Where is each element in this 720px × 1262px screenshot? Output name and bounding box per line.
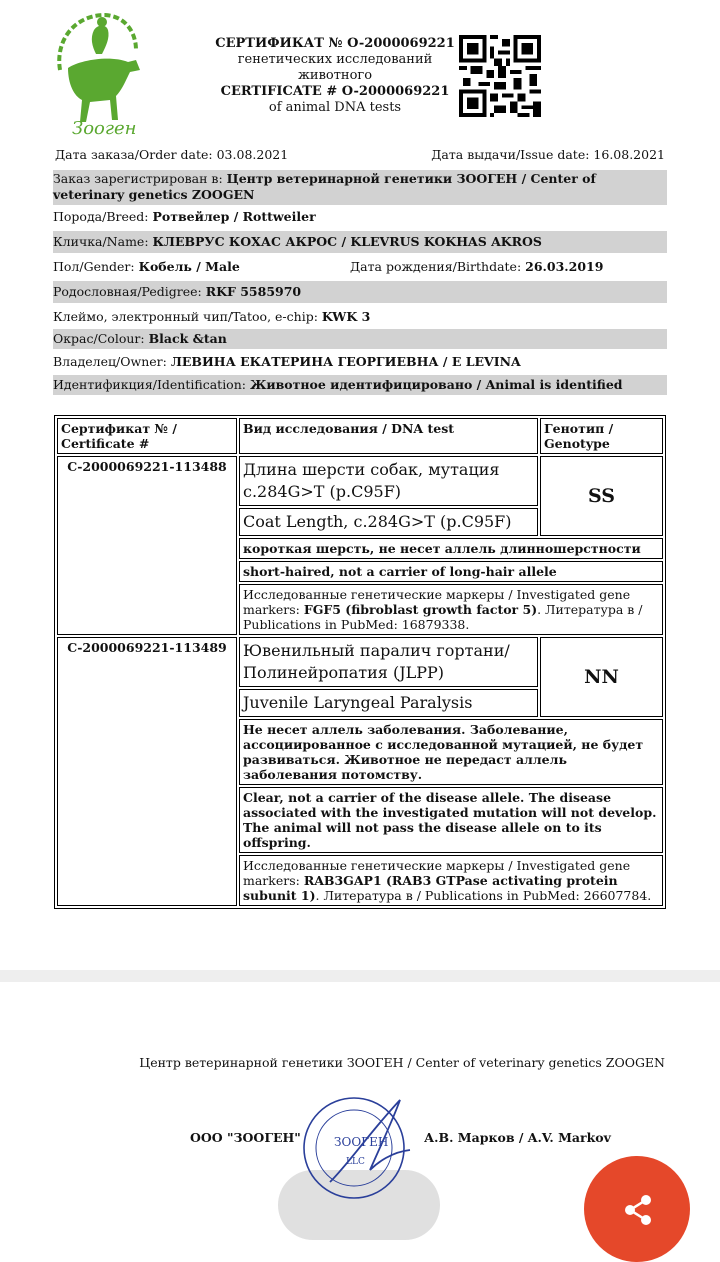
test-result-en: short-haired, not a carrier of long-hair allele	[239, 561, 663, 582]
chip-row: Клеймо, электронный чип/Tatoo, e-chip: KWK 3	[53, 309, 371, 324]
test-name-ru: Длина шерсти собак, мутация с.284G>T (p.C95F)	[239, 456, 538, 506]
test-name-ru: Ювенильный паралич гортани/Полинейропатия (JLPP)	[239, 637, 538, 687]
svg-text:LLC: LLC	[346, 1157, 365, 1167]
footer-signer: А.В. Марков / A.V. Markov	[424, 1130, 611, 1145]
test-markers: Исследованные генетические маркеры / Investigated gene markers: FGF5 (fibroblast growth factor 5). Литература в / Publications in PubMed: 16879338.	[239, 584, 663, 635]
test-name-en: Juvenile Laryngeal Paralysis	[239, 689, 538, 717]
name-row: Кличка/Name: КЛЕВРУС КОХАС АКРОС / KLEVRUS KOKHAS AKROS	[53, 231, 667, 253]
test-certificate-id: C-2000069221-113489	[57, 637, 237, 906]
footer-center-name: Центр ветеринарной генетики ЗООГЕН / Center of veterinary genetics ZOOGEN	[139, 1055, 665, 1070]
birthdate: Дата рождения/Birthdate: 26.03.2019	[350, 259, 604, 274]
title-ru: СЕРТИФИКАТ № O-2000069221	[215, 36, 455, 51]
identification-row: Идентификция/Identification: Животное идентифицировано / Animal is identified	[53, 375, 667, 395]
test-genotype: NN	[540, 637, 663, 717]
header-dna-test: Вид исследования / DNA test	[239, 418, 538, 454]
title-ru-sub1: генетических исследований	[237, 52, 433, 67]
test-genotype: SS	[540, 456, 663, 536]
registered-row: Заказ зарегистрирован в: Центр ветеринарной генетики ЗООГЕН / Center of veterinary genetics ZOOGEN	[53, 170, 667, 205]
title-en-sub: of animal DNA tests	[268, 100, 402, 115]
breed-row: Порода/Breed: Ротвейлер / Rottweiler	[53, 209, 316, 224]
page-separator	[0, 970, 720, 982]
zoogen-logo	[50, 10, 142, 140]
share-button[interactable]	[584, 1156, 690, 1262]
certificate-title	[205, 36, 465, 116]
title-ru-sub2: животного	[297, 68, 373, 83]
colour-row: Окрас/Colour: Black &tan	[53, 329, 667, 349]
company-stamp	[300, 1092, 418, 1204]
test-result-ru: Не несет аллель заболевания. Заболевание, ассоциированное с исследованной мутацией, не будет развиваться. Животное не передаст аллель заболевания потомству.	[239, 719, 663, 785]
table-row	[57, 456, 663, 506]
header-certificate: Сертификат № / Certificate #	[57, 418, 237, 454]
dna-tests-table	[54, 415, 666, 909]
header-genotype: Генотип / Genotype	[540, 418, 663, 454]
table-row	[57, 637, 663, 687]
test-name-en: Coat Length, c.284G>T (p.C95F)	[239, 508, 538, 536]
gender-row: Пол/Gender: Кобель / Male Дата рождения/Birthdate: 26.03.2019	[53, 259, 604, 274]
owner-row: Владелец/Owner: ЛЕВИНА ЕКАТЕРИНА ГЕОРГИЕВНА / E LEVINA	[53, 354, 521, 369]
issue-date: Дата выдачи/Issue date: 16.08.2021	[431, 147, 665, 162]
table-header-row	[57, 418, 663, 454]
test-result-ru: короткая шерсть, не несет аллель длинношерстности	[239, 538, 663, 559]
logo-wordmark: Зооген	[72, 118, 137, 139]
pedigree-row: Родословная/Pedigree: RKF 5585970	[53, 281, 667, 303]
footer-company: ООО "ЗООГЕН"	[190, 1130, 301, 1145]
test-result-en: Clear, not a carrier of the disease allele. The disease associated with the investigated mutation will not develop. The animal will not pass the disease allele on to its offspring.	[239, 787, 663, 853]
test-markers: Исследованные генетические маркеры / Investigated gene markers: RAB3GAP1 (RAB3 GTPase activating protein subunit 1). Литература в / Publications in PubMed: 26607784.	[239, 855, 663, 906]
svg-text:ЗООГЕН: ЗООГЕН	[334, 1135, 389, 1149]
title-en: CERTIFICATE # O-2000069221	[220, 84, 450, 99]
order-date: Дата заказа/Order date: 03.08.2021	[55, 147, 289, 162]
share-icon	[584, 1156, 690, 1262]
qr-code-icon	[459, 35, 541, 117]
test-certificate-id: C-2000069221-113488	[57, 456, 237, 635]
